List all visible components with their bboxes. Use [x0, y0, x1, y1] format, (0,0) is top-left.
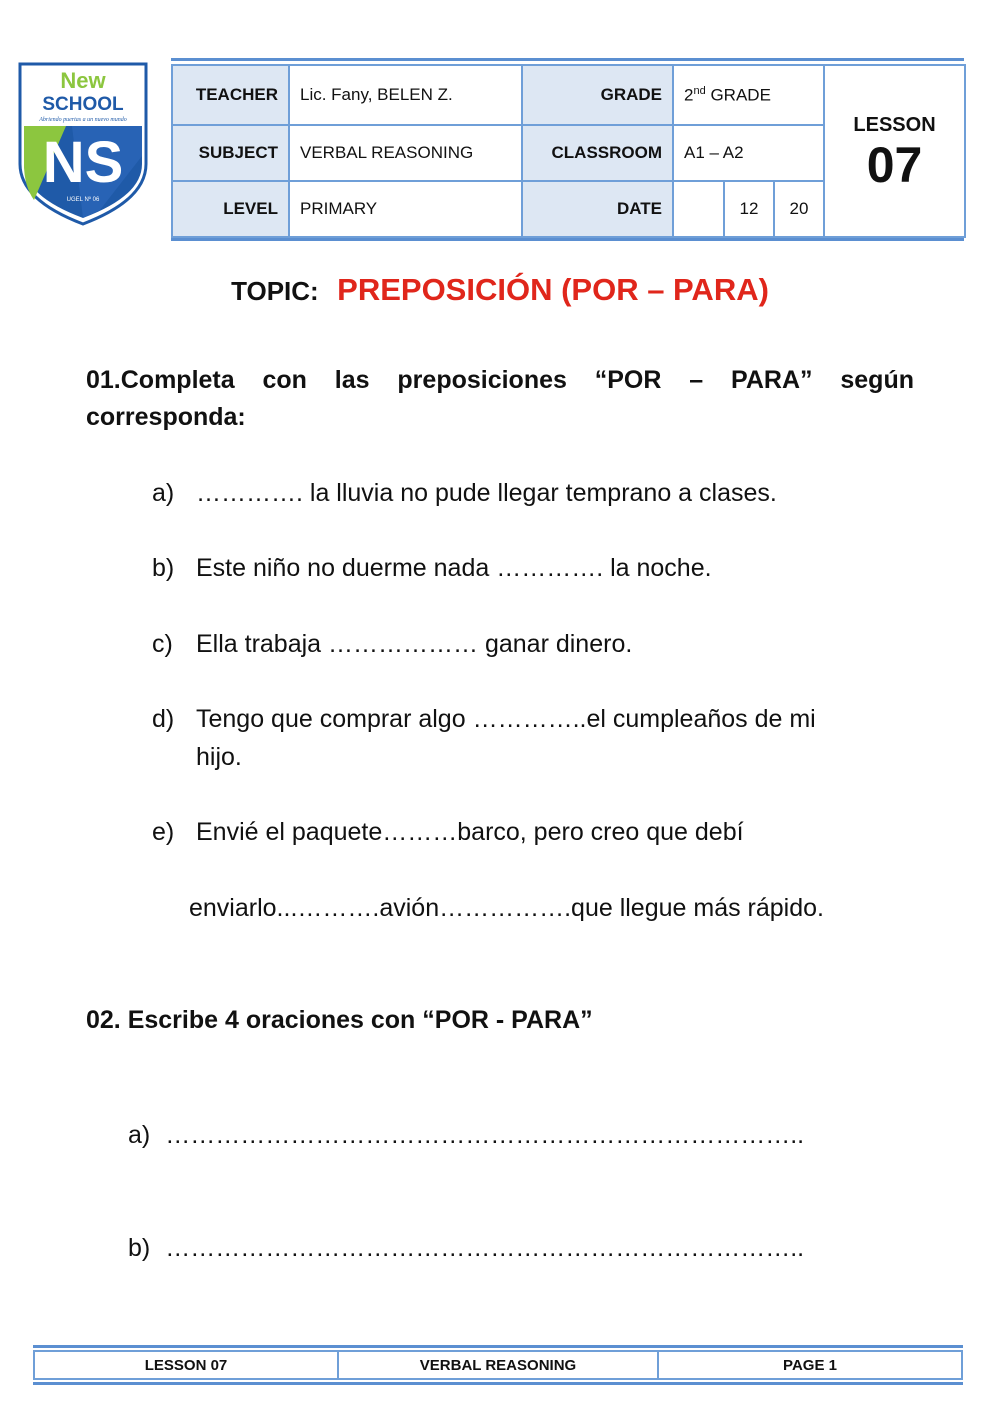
q1-item-e-cont: enviarlo...……….avión…………….que llegue más rápido. [189, 894, 824, 922]
topic-label: TOPIC: [231, 276, 319, 306]
item-letter: e) [152, 818, 175, 846]
date-month: 12 [724, 181, 774, 237]
item-letter: b) [152, 554, 175, 582]
level-label: LEVEL [172, 181, 289, 237]
logo-ugel: UGEL Nº 06 [66, 197, 100, 203]
q1-item-b[interactable] [152, 549, 712, 587]
header-table [171, 64, 966, 238]
footer-table [33, 1350, 963, 1380]
school-crest-icon [14, 60, 152, 228]
item-text: Envié el paquete………barco, pero creo que debí [196, 818, 744, 846]
q1-item-c[interactable] [152, 625, 632, 663]
date-year: 20 [774, 181, 824, 237]
footer-subject: VERBAL REASONING [338, 1351, 658, 1379]
grade-label: GRADE [522, 65, 673, 125]
item-letter: a) [128, 1121, 151, 1149]
date-day[interactable] [673, 181, 724, 237]
subject-label: SUBJECT [172, 125, 289, 181]
q2-title: 02. Escribe 4 oraciones con “POR - PARA” [86, 1006, 593, 1034]
item-letter: a) [152, 479, 175, 507]
classroom-value: A1 – A2 [673, 125, 824, 181]
q2-item-b[interactable] [128, 1229, 804, 1267]
footer [33, 1345, 963, 1385]
footer-lesson: LESSON 07 [34, 1351, 338, 1379]
lesson-box [824, 65, 965, 237]
subject-value: VERBAL REASONING [289, 125, 522, 181]
teacher-value: Lic. Fany, BELEN Z. [289, 65, 522, 125]
item-text: Ella trabaja ……………… ganar dinero. [196, 630, 633, 658]
item-letter: c) [152, 630, 173, 658]
lesson-label: LESSON [853, 113, 936, 136]
item-text: …………. la lluvia no pude llegar temprano a clases. [196, 479, 777, 507]
q1-item-a[interactable] [152, 474, 777, 512]
teacher-label: TEACHER [172, 65, 289, 125]
item-letter: d) [152, 705, 175, 733]
q1-item-d[interactable] [152, 700, 816, 738]
q1-item-e[interactable] [152, 813, 744, 851]
answer-line[interactable]: ………………………………………………………………….. [165, 1234, 805, 1262]
grade-suffix: nd [693, 84, 706, 97]
logo-school-text: SCHOOL [42, 94, 124, 115]
level-value: PRIMARY [289, 181, 522, 237]
item-text: Tengo que comprar algo …………..el cumpleaños de mi [196, 705, 816, 733]
logo-monogram: NS [42, 130, 124, 195]
logo-tagline: Abriendo puertas a un nuevo mundo [39, 117, 127, 123]
grade-number: 2 [684, 85, 694, 105]
answer-line[interactable]: ………………………………………………………………….. [165, 1121, 805, 1149]
grade-word: GRADE [710, 85, 771, 105]
header-bottom-rule [171, 238, 964, 241]
q1-title-line1: 01.Completa con las preposiciones “POR – PARA” según [86, 366, 914, 394]
logo-new-text: New [60, 68, 106, 93]
school-logo [14, 60, 152, 228]
date-label: DATE [522, 181, 673, 237]
classroom-label: CLASSROOM [522, 125, 673, 181]
item-letter: b) [128, 1234, 151, 1262]
footer-page: PAGE 1 [658, 1351, 962, 1379]
topic-heading [0, 272, 1000, 308]
q2-item-a[interactable] [128, 1116, 804, 1154]
q1-title-line2: corresponda: [86, 403, 246, 431]
item-text: Este niño no duerme nada …………. la noche. [196, 554, 712, 582]
footer-bottom-rule [33, 1382, 963, 1385]
header-top-rule [171, 58, 964, 61]
lesson-number: 07 [866, 136, 923, 193]
header-box [171, 58, 964, 244]
q1-item-d-cont: hijo. [196, 743, 242, 771]
grade-value [673, 65, 824, 125]
footer-top-rule [33, 1345, 963, 1348]
topic-value: PREPOSICIÓN (POR – PARA) [337, 272, 769, 307]
